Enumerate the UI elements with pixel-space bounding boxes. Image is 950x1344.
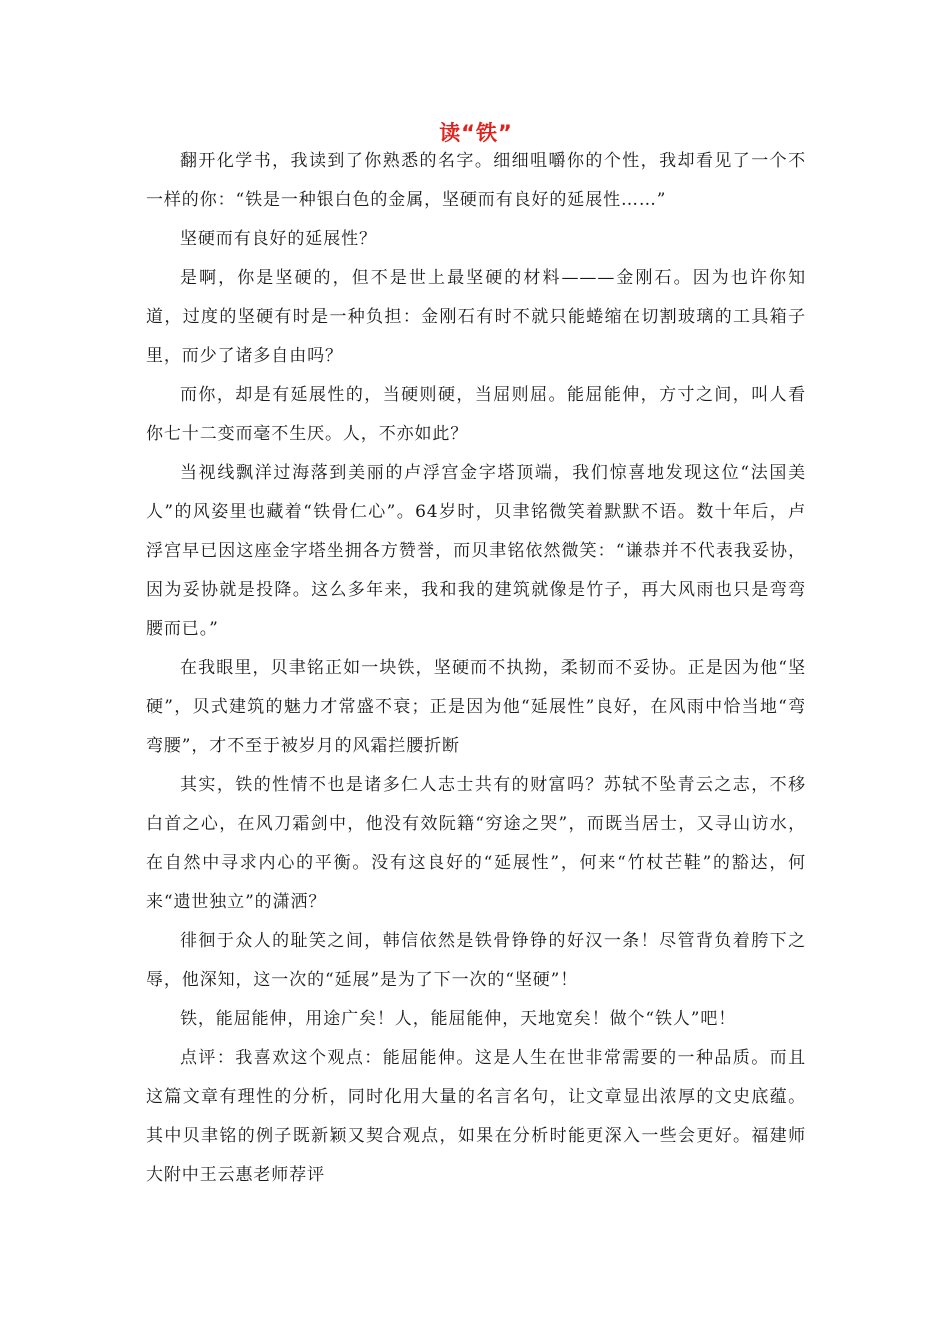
paragraph-ductility: 而你，却是有延展性的，当硬则硬，当屈则屈。能屈能伸，方寸之间，叫人看你七十二变而毫不生厌。人，不亦如此？	[146, 385, 806, 444]
paragraph-hardness: 是啊，你是坚硬的，但不是世上最坚硬的材料———金刚石。因为也许你知道，过度的坚硬有时是一种负担：金刚石有时不就只能蜷缩在切割玻璃的工具箱子里，而少了诸多自由吗？	[146, 268, 806, 366]
document-title: 读“铁”	[439, 121, 513, 145]
paragraph-louvre: 当视线飘洋过海落到美丽的卢浮宫金字塔顶端，我们惊喜地发现这位“法国美人”的风姿里也藏着“铁骨仁心”。64岁时，贝聿铭微笑着默默不语。数十年后，卢浮宫早已因这座金字塔坐拥各方赞誉，而贝聿铭依然微笑：“谦恭并不代表我妥协，因为妥协就是投降。这么多年来，我和我的建筑就像是竹子，再大风雨也只是弯弯腰而已。”	[146, 463, 806, 639]
paragraph-hanxin: 徘徊于众人的耻笑之间，韩信依然是铁骨铮铮的好汉一条！尽管背负着胯下之辱，他深知，这一次的“延展”是为了下一次的“坚硬”！	[146, 931, 806, 990]
paragraph-conclusion: 铁，能屈能伸，用途广矣！人，能屈能伸，天地宽矣！做个“铁人”吧！	[180, 1009, 737, 1029]
paragraph-question: 坚硬而有良好的延展性？	[180, 229, 377, 249]
paragraph-sushi: 其实，铁的性情不也是诸多仁人志士共有的财富吗？苏轼不坠青云之志，不移白首之心，在风刀霜剑中，他没有效阮籍“穷途之哭”，而既当居士，又寻山访水，在自然中寻求内心的平衡。没有这良好的“延展性”，何来“竹杖芒鞋”的豁达，何来“遗世独立”的潇洒？	[146, 775, 806, 912]
paragraph-intro: 翻开化学书，我读到了你熟悉的名字。细细咀嚼你的个性，我却看见了一个不一样的你：“铁是一种银白色的金属，坚硬而有良好的延展性……”	[146, 151, 806, 210]
paragraph-pei: 在我眼里，贝聿铭正如一块铁，坚硬而不执拗，柔韧而不妥协。正是因为他“坚硬”，贝式建筑的魅力才常盛不衰；正是因为他“延展性”良好，在风雨中恰当地“弯弯腰”，才不至于被岁月的风霜拦腰折断	[146, 658, 806, 756]
paragraph-comment: 点评：我喜欢这个观点：能屈能伸。这是人生在世非常需要的一种品质。而且这篇文章有理性的分析，同时化用大量的名言名句，让文章显出浓厚的文史底蕴。其中贝聿铭的例子既新颖又契合观点，如果在分析时能更深入一些会更好。福建师大附中王云惠老师荐评	[146, 1048, 806, 1185]
document-body	[146, 142, 806, 1195]
